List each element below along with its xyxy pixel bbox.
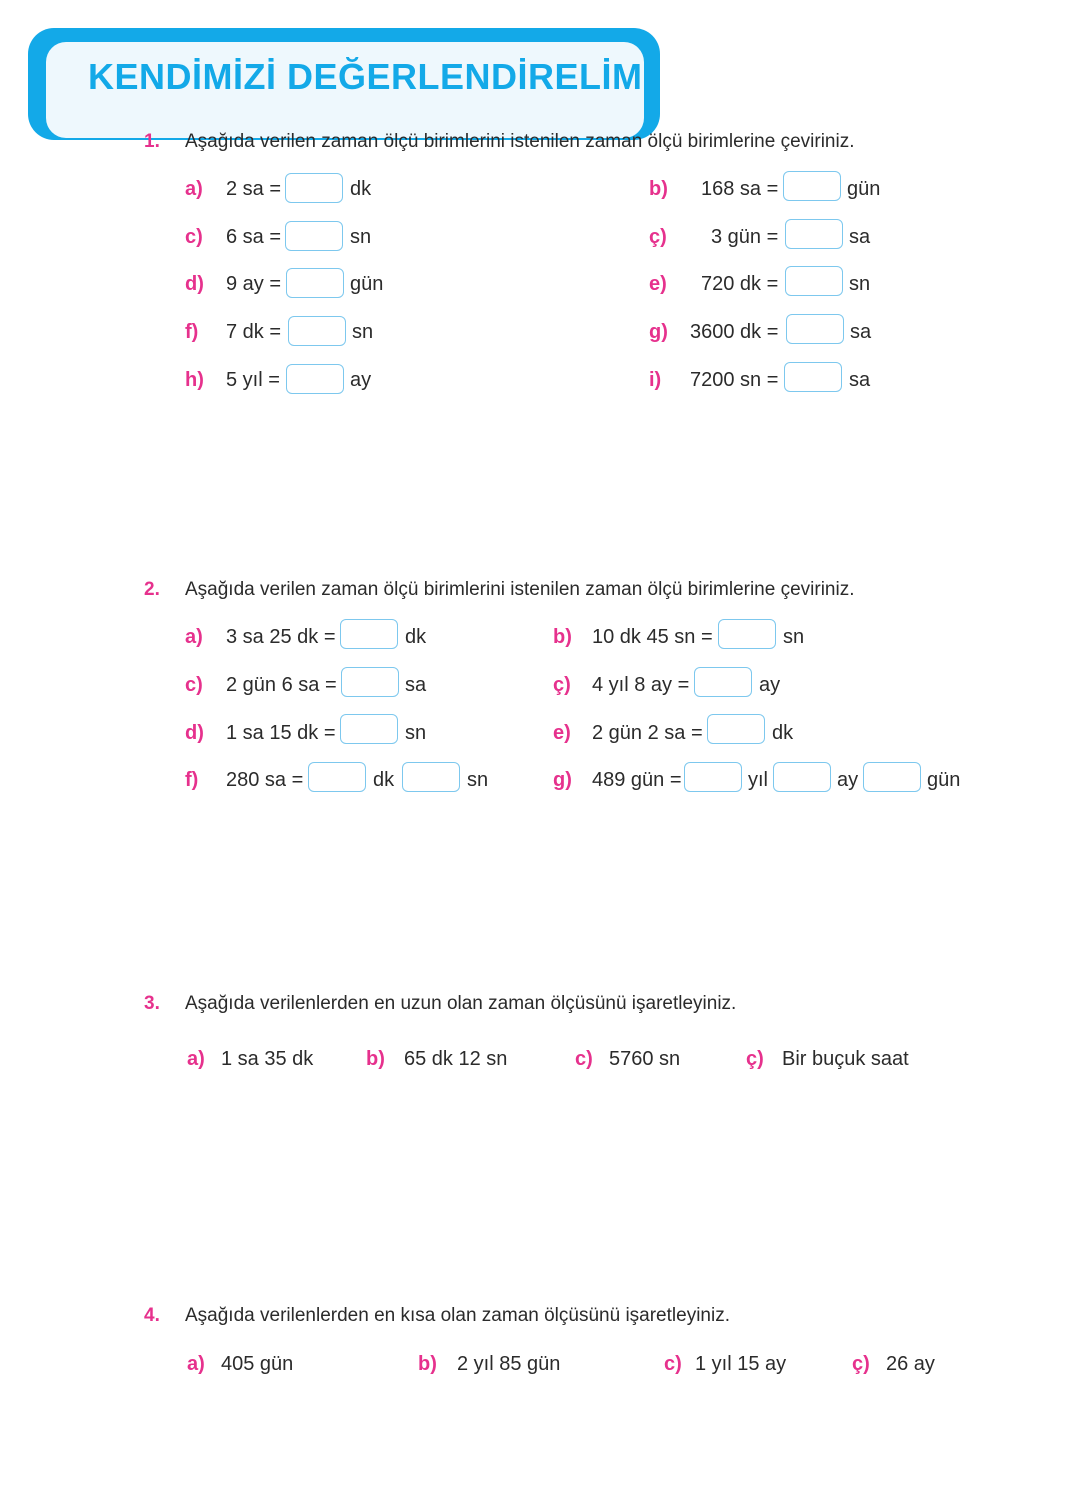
answer-box[interactable]: [402, 762, 460, 792]
item-label: c): [185, 674, 203, 696]
item-unit: gün: [927, 769, 961, 791]
item-expression: 4 yıl 8 ay =: [592, 674, 690, 696]
item-unit: sn: [467, 769, 489, 791]
item-label: h): [185, 369, 204, 391]
option-text[interactable]: 1 yıl 15 ay: [695, 1353, 787, 1375]
item-label: f): [185, 769, 199, 791]
item-unit: dk: [350, 178, 372, 200]
option-text[interactable]: 26 ay: [886, 1353, 935, 1375]
option-label[interactable]: c): [575, 1048, 593, 1070]
option-text[interactable]: 65 dk 12 sn: [404, 1048, 508, 1070]
item-expression: 3600 dk =: [690, 321, 779, 343]
item-expression: 2 gün 6 sa =: [226, 674, 337, 696]
item-unit: ay: [837, 769, 859, 791]
answer-box[interactable]: [341, 667, 399, 697]
answer-box[interactable]: [285, 221, 343, 251]
question-text: Aşağıda verilenlerden en uzun olan zaman ölçüsünü işaretleyiniz.: [185, 993, 737, 1014]
item-unit: sa: [849, 226, 871, 248]
answer-box[interactable]: [773, 762, 831, 792]
item-unit: sa: [849, 369, 871, 391]
item-label: g): [649, 321, 668, 343]
item-label: ç): [553, 674, 571, 696]
item-label: d): [185, 722, 204, 744]
option-text[interactable]: 2 yıl 85 gün: [457, 1353, 561, 1375]
option-label[interactable]: a): [187, 1048, 205, 1070]
item-expression: 9 ay =: [226, 273, 282, 295]
answer-box[interactable]: [684, 762, 742, 792]
answer-box[interactable]: [340, 714, 398, 744]
item-unit: sn: [849, 273, 871, 295]
item-unit: sa: [850, 321, 872, 343]
answer-box[interactable]: [707, 714, 765, 744]
option-label[interactable]: b): [418, 1353, 437, 1375]
item-label: a): [185, 178, 203, 200]
item-unit: sn: [350, 226, 372, 248]
page-title: KENDİMİZİ DEĞERLENDİRELİM: [88, 56, 643, 97]
item-unit: ay: [350, 369, 372, 391]
item-expression: 2 sa =: [226, 178, 282, 200]
question-text: Aşağıda verilen zaman ölçü birimlerini istenilen zaman ölçü birimlerine çeviriniz.: [185, 579, 855, 600]
item-unit: sn: [783, 626, 805, 648]
answer-box[interactable]: [286, 364, 344, 394]
item-label: i): [649, 369, 662, 391]
item-expression: 2 gün 2 sa =: [592, 722, 703, 744]
item-label: b): [649, 178, 668, 200]
item-label: d): [185, 273, 204, 295]
item-unit: sa: [405, 674, 427, 696]
item-label: b): [553, 626, 572, 648]
item-label: g): [553, 769, 572, 791]
answer-box[interactable]: [308, 762, 366, 792]
answer-box[interactable]: [786, 314, 844, 344]
answer-box[interactable]: [286, 268, 344, 298]
question-number: 2.: [144, 579, 160, 600]
answer-box[interactable]: [785, 266, 843, 296]
item-expression: 6 sa =: [226, 226, 282, 248]
item-label: e): [649, 273, 667, 295]
item-expression: 7200 sn =: [690, 369, 779, 391]
question-text: Aşağıda verilenlerden en kısa olan zaman ölçüsünü işaretleyiniz.: [185, 1305, 730, 1326]
item-label: c): [185, 226, 203, 248]
item-expression: 7 dk =: [226, 321, 282, 343]
answer-box[interactable]: [785, 219, 843, 249]
question-number: 4.: [144, 1305, 160, 1326]
option-text[interactable]: 1 sa 35 dk: [221, 1048, 314, 1070]
item-unit: dk: [772, 722, 794, 744]
question-text: Aşağıda verilen zaman ölçü birimlerini istenilen zaman ölçü birimlerine çeviriniz.: [185, 131, 855, 152]
answer-box[interactable]: [285, 173, 343, 203]
answer-box[interactable]: [340, 619, 398, 649]
answer-box[interactable]: [718, 619, 776, 649]
item-unit: yıl: [748, 769, 768, 791]
option-label[interactable]: c): [664, 1353, 682, 1375]
item-unit: ay: [759, 674, 781, 696]
option-text[interactable]: 405 gün: [221, 1353, 294, 1375]
question-number: 1.: [144, 131, 160, 152]
item-label: f): [185, 321, 199, 343]
item-label: ç): [649, 226, 667, 248]
answer-box[interactable]: [288, 316, 346, 346]
answer-box[interactable]: [694, 667, 752, 697]
item-unit: gün: [350, 273, 384, 295]
item-expression: 1 sa 15 dk =: [226, 722, 336, 744]
option-label[interactable]: ç): [746, 1048, 764, 1070]
item-expression: 489 gün =: [592, 769, 682, 791]
item-unit: dk: [373, 769, 395, 791]
option-text[interactable]: 5760 sn: [609, 1048, 681, 1070]
answer-box[interactable]: [784, 362, 842, 392]
item-unit: sn: [352, 321, 374, 343]
item-expression: 3 sa 25 dk =: [226, 626, 336, 648]
option-label[interactable]: ç): [852, 1353, 870, 1375]
question-number: 3.: [144, 993, 160, 1014]
item-unit: gün: [847, 178, 881, 200]
answer-box[interactable]: [863, 762, 921, 792]
item-expression: 168 sa =: [701, 178, 779, 200]
item-expression: 280 sa =: [226, 769, 304, 791]
item-label: a): [185, 626, 203, 648]
item-unit: sn: [405, 722, 427, 744]
item-label: e): [553, 722, 571, 744]
item-expression: 720 dk =: [701, 273, 779, 295]
answer-box[interactable]: [783, 171, 841, 201]
option-label[interactable]: b): [366, 1048, 385, 1070]
option-label[interactable]: a): [187, 1353, 205, 1375]
item-expression: 5 yıl =: [226, 369, 280, 391]
item-expression: 3 gün =: [711, 226, 779, 248]
option-text[interactable]: Bir buçuk saat: [782, 1048, 909, 1070]
item-expression: 10 dk 45 sn =: [592, 626, 713, 648]
item-unit: dk: [405, 626, 427, 648]
